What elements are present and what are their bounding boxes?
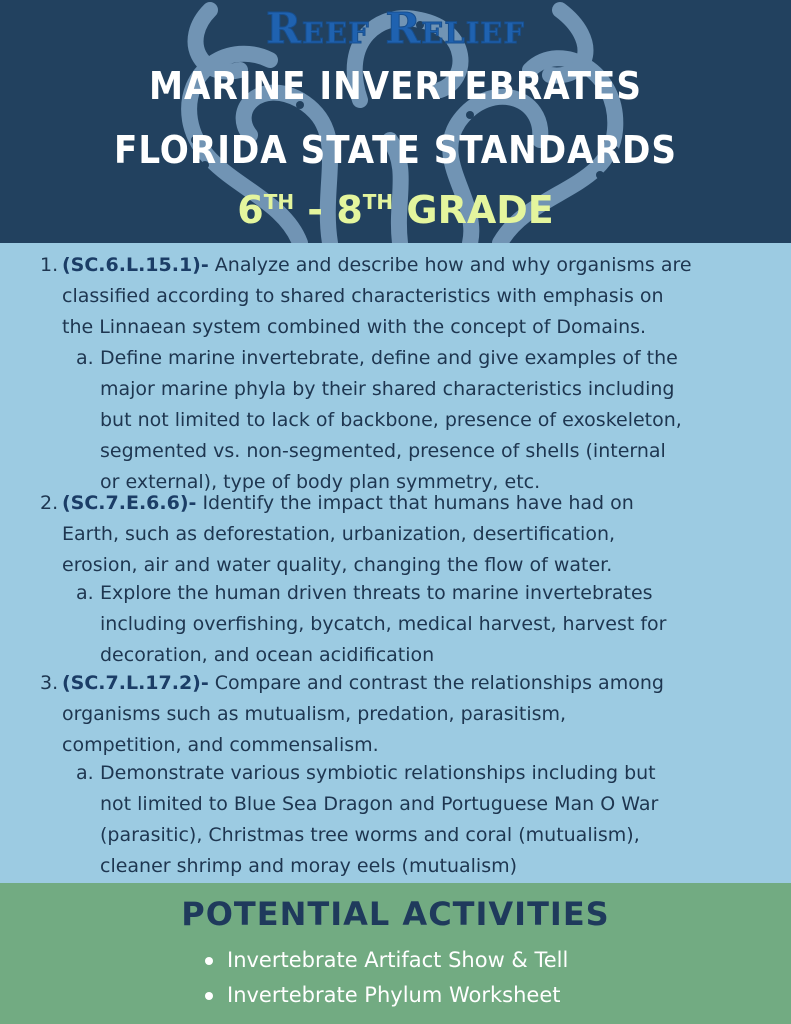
list-item: Invertebrate Artifact Show & Tell xyxy=(205,943,568,978)
sub-letter: a. xyxy=(76,582,94,604)
grade-range: 6TH - 8TH GRADE xyxy=(237,188,554,232)
standard-line: organisms such as mutualism, predation, parasitism, xyxy=(62,703,567,725)
brand-logo: Reef Relief xyxy=(266,4,525,53)
activities-title: POTENTIAL ACTIVITIES xyxy=(181,895,610,933)
standard-line: (SC.7.E.6.6)- Identify the impact that humans have had on xyxy=(62,492,634,514)
standard-item xyxy=(40,488,762,581)
standard-line: the Linnaean system combined with the concept of Domains. xyxy=(62,316,647,338)
sub-letter: a. xyxy=(76,347,94,369)
standard-code: (SC.6.L.15.1)- xyxy=(62,254,209,276)
activities-section xyxy=(0,883,791,1024)
sub-item: a. Explore the human driven threats to marine invertebrates including overfishing, bycatch, medical harvest, harvest for decoration, and ocean acidification xyxy=(100,578,765,671)
title-line-2: FLORIDA STATE STANDARDS xyxy=(114,128,677,172)
standards-list xyxy=(0,243,791,883)
title-line-1: MARINE INVERTEBRATES xyxy=(148,64,643,108)
list-item: Invertebrate Phylum Worksheet xyxy=(205,978,568,1013)
bullet-icon xyxy=(205,957,213,965)
standard-number: 1. xyxy=(40,254,59,276)
standard-number: 3. xyxy=(40,672,59,694)
standard-code: (SC.7.L.17.2)- xyxy=(62,672,209,694)
standard-line: Earth, such as deforestation, urbanization, desertification, xyxy=(62,523,616,545)
standard-line: classified according to shared characteristics with emphasis on xyxy=(62,285,664,307)
bullet-icon xyxy=(205,992,213,1000)
standard-line: (SC.6.L.15.1)- Analyze and describe how and why organisms are xyxy=(62,254,692,276)
sub-item: a. Define marine invertebrate, define and give examples of the major marine phyla by their shared characteristics including but not limited to lack of backbone, presence of exoskeleton, segmented vs. non-segmented, presence of shells (internal or external), type of body plan symmetry, etc. xyxy=(100,343,765,498)
header-banner xyxy=(0,0,791,243)
standard-line: competition, and commensalism. xyxy=(62,734,379,756)
sub-letter: a. xyxy=(76,762,94,784)
standard-number: 2. xyxy=(40,492,59,514)
standard-line: (SC.7.L.17.2)- Compare and contrast the relationships among xyxy=(62,672,664,694)
standard-item xyxy=(40,250,762,343)
standard-item xyxy=(40,668,762,761)
sub-item: a. Demonstrate various symbiotic relationships including but not limited to Blue Sea Dragon and Portuguese Man O War (parasitic), Christmas tree worms and coral (mutualism), cleaner shrimp and moray eels (mutualism) xyxy=(100,758,765,882)
standard-code: (SC.7.E.6.6)- xyxy=(62,492,197,514)
standard-line: erosion, air and water quality, changing the flow of water. xyxy=(62,554,613,576)
activities-list xyxy=(205,943,568,1013)
